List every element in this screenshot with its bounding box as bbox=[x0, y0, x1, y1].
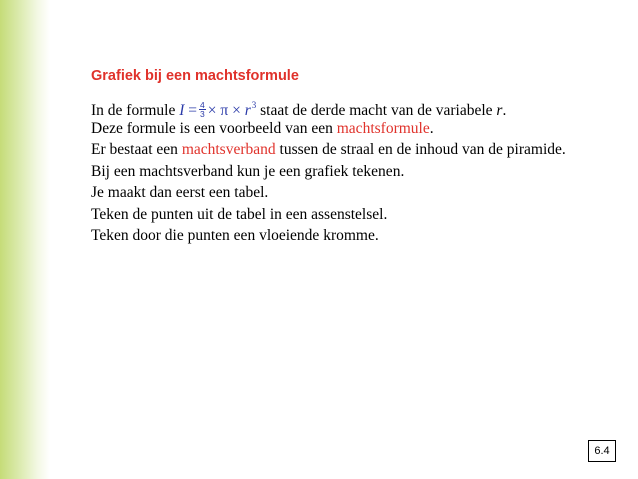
line-1-variable: r bbox=[496, 102, 503, 120]
text-line-6: Teken de punten uit de tabel in een assenstelsel. bbox=[91, 205, 388, 223]
line-2-period: . bbox=[429, 119, 434, 137]
slide-title: Grafiek bij een machtsformule bbox=[91, 68, 299, 84]
formula-equals: = bbox=[188, 102, 198, 120]
text-line-5: Je maakt dan eerst een tabel. bbox=[91, 184, 269, 201]
line-3-intro: Er bestaat een bbox=[91, 141, 178, 158]
text-line-3 bbox=[91, 139, 566, 161]
line-3-rest: tussen de straal en de inhoud van de piramide. bbox=[279, 141, 566, 158]
fraction-numerator: 4 bbox=[200, 100, 205, 111]
formula-pi: π bbox=[220, 102, 229, 120]
term-machtsverband: machtsverband bbox=[181, 141, 276, 158]
line-1-body: staat de derde macht van de variabele bbox=[260, 102, 493, 120]
formula-volume-symbol: I bbox=[179, 102, 185, 120]
page-number-badge: 6.4 bbox=[588, 440, 616, 462]
formula-fraction bbox=[199, 101, 206, 118]
volume-formula bbox=[179, 102, 256, 119]
formula-times-1: × bbox=[207, 102, 217, 120]
line-1-period: . bbox=[502, 102, 507, 120]
formula-exponent: 3 bbox=[251, 100, 257, 110]
text-line-2 bbox=[91, 118, 566, 140]
decorative-side-band bbox=[0, 0, 50, 479]
formula-radius-symbol: r bbox=[244, 102, 251, 120]
text-line-1 bbox=[91, 96, 566, 118]
slide-body bbox=[91, 96, 566, 247]
line-2-intro: Deze formule is een voorbeeld van een bbox=[91, 119, 333, 137]
text-line-7: Teken door die punten een vloeiende kromme. bbox=[91, 227, 379, 244]
fraction-denominator: 3 bbox=[200, 109, 205, 120]
line-1-intro: In de formule bbox=[91, 102, 176, 120]
term-machtsformule: machtsformule bbox=[336, 119, 430, 137]
text-line-4: Bij een machtsverband kun je een grafiek tekenen. bbox=[91, 162, 405, 180]
formula-times-2: × bbox=[232, 102, 241, 120]
